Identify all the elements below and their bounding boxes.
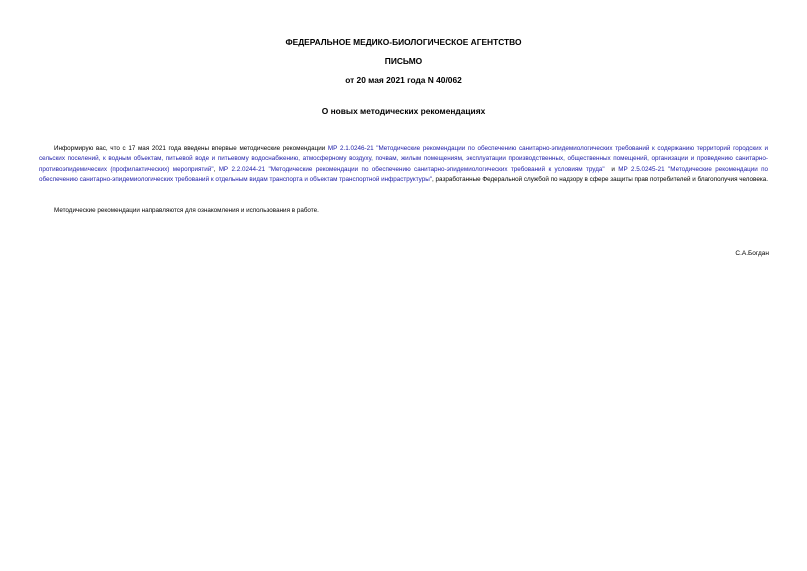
document-type: ПИСЬМО <box>384 56 423 66</box>
paragraph-intro: Информирую вас, что с 17 мая 2021 года введены впервые методические рекомендации <box>54 145 328 152</box>
paragraph-separator-2: и <box>604 165 619 173</box>
document-subject: О новых методических рекомендациях <box>321 106 486 116</box>
link-mr-2-1-0246-21[interactable]: МР 2.1.0246-21 "Методические рекомендации по обеспечению санитарно-эпидемиологических требований к содержанию территорий городских и сельских поселений, к водным объектам, питьевой воде и питьевому водоснабжению, атмосферному воздуху, почвам, жилым помещениям, эксплуатации производственных, общественных помещений, организации и проведению санитарно-противоэпидемических (профилактических) мероприятий" <box>39 145 768 173</box>
paragraph-separator-1: , <box>213 165 219 173</box>
paragraph-usage: Методические рекомендации направляются для ознакомления и использования в работе. <box>54 207 319 214</box>
signature-name: С.А.Богдан <box>735 250 769 257</box>
paragraph-outro: , разработанные Федеральной службой по надзору в сфере защиты прав потребителей и благополучия человека. <box>432 175 768 183</box>
paragraph-main <box>39 144 768 185</box>
document-date-number: от 20 мая 2021 года N 40/062 <box>345 75 462 85</box>
link-mr-2-5-0245-21[interactable]: МР 2.5.0245-21 "Методические рекомендации по обеспечению санитарно-эпидемиологических требований к отдельным видам транспорта и объектам транспортной инфраструктуры" <box>39 165 769 183</box>
link-mr-2-2-0244-21[interactable]: МР 2.2.0244-21 "Методические рекомендации по обеспечению санитарно-эпидемиологических требований к условиям труда" <box>218 165 605 173</box>
agency-name: ФЕДЕРАЛЬНОЕ МЕДИКО-БИОЛОГИЧЕСКОЕ АГЕНТСТВО <box>285 37 522 47</box>
